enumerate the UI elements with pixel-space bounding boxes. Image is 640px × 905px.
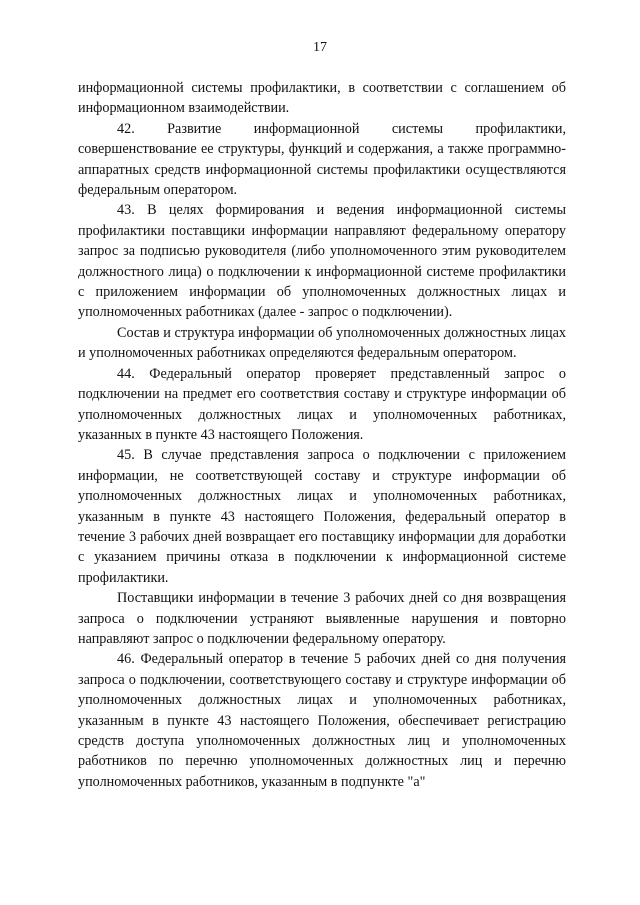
paragraph-42: 42. Развитие информационной системы профилактики, совершенствование ее структуры, функций и содержания, а также программно-аппаратных средств информационной системы профилактики осуществляются федеральным оператором. [78, 120, 566, 199]
paragraph-continuation: информационной системы профилактики, в соответствии с соглашением об информационном взаимодействии. [78, 80, 566, 117]
paragraph-44: 44. Федеральный оператор проверяет представленный запрос о подключении на предмет его соответствия составу и структуре информации об уполномоченных должностных лицах и уполномоченных работниках, указанных в пункте 43 настоящего Положения. [78, 365, 566, 443]
paragraph-43-structure: Состав и структура информации об уполномоченных должностных лицах и уполномоченных работниках определяются федеральным оператором. [78, 324, 566, 362]
page-number: 17 [313, 40, 327, 55]
document-body [78, 78, 566, 792]
paragraph-46: 46. Федеральный оператор в течение 5 рабочих дней со дня получения запроса о подключении, соответствующего составу и структуре информации об уполномоченных должностных лицах и уполномоченных работниках, указанным в пункте 43 настоящего Положения, обеспечивает регистрацию средств доступа уполномоченных должностных лиц и уполномоченных работников по перечню уполномоченных должностных лиц и перечню уполномоченных работников, указанным в подпункте "а" [78, 651, 566, 790]
paragraph-43: 43. В целях формирования и ведения информационной системы профилактики поставщики информации направляют федеральному оператору запрос за подписью руководителя (либо уполномоченного этим руководителем должностного лица) о подключении к информационной системе профилактики с приложением информации об уполномоченных должностных лицах и уполномоченных работниках (далее - запрос о подключении). [78, 202, 566, 321]
paragraph-45-resubmission: Поставщики информации в течение 3 рабочих дней со дня возвращения запроса о подключении устраняют выявленные нарушения и повторно направляют запрос о подключении федеральному оператору. [78, 590, 566, 647]
paragraph-45: 45. В случае представления запроса о подключении с приложением информации, не соответствующей составу и структуре информации об уполномоченных должностных лицах и уполномоченных работниках, указанным в пункте 43 настоящего Положения, федеральный оператор в течение 3 рабочих дней возвращает его поставщику информации для доработки с указанием причины отказа в подключении к информационной системе профилактики. [78, 447, 566, 586]
